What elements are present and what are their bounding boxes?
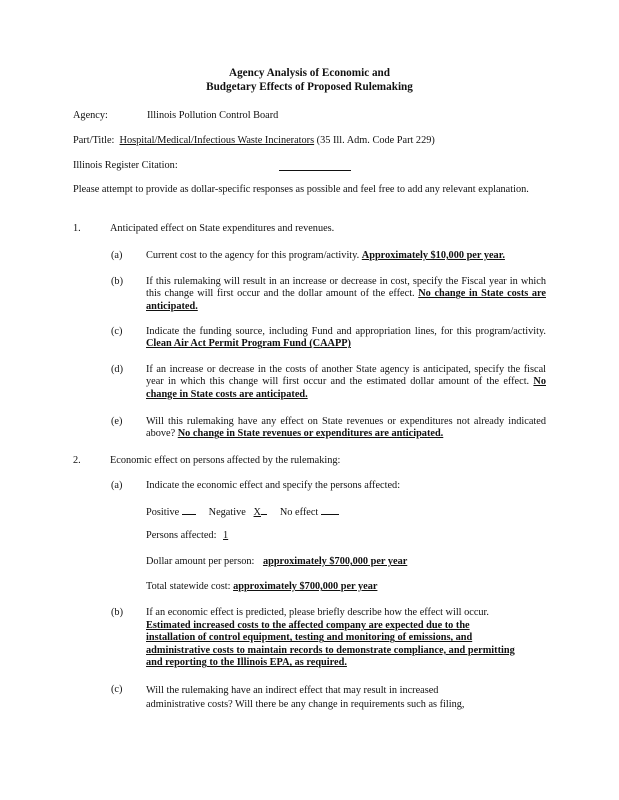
item-2b-answer-line-2: installation of control equipment, testing and monitoring of emissions, and: [146, 632, 473, 644]
item-2b-answer-line-1: Estimated increased costs to the affected company are expected due to the: [146, 620, 470, 631]
persons-affected-value: 1: [223, 530, 229, 541]
no-effect-label: No effect: [279, 507, 319, 518]
item-1e-answer: No change in State revenues or expenditures are anticipated.: [177, 428, 444, 440]
item-1c-label: (c): [111, 326, 123, 337]
item-1a-label: (a): [111, 250, 123, 261]
item-1d-text: [146, 364, 546, 401]
negative-mark: X: [253, 507, 261, 518]
item-1b-question: If this rulemaking will result in an increase or decrease in cost, specify the Fiscal year in which this change will first occur and the dollar amount of the effect.: [146, 276, 546, 300]
item-2c-label: (c): [111, 684, 123, 695]
dollar-per-person-row: [146, 556, 421, 567]
total-statewide-cost-label: Total statewide cost:: [146, 581, 231, 592]
item-2b-answer: [146, 620, 515, 670]
item-1d-question: If an increase or decrease in the costs of another State agency is anticipated, specify the fiscal year in which this change will first occur and the estimated dollar amount of the effect.: [146, 364, 546, 388]
section-2-heading: Economic effect on persons affected by the rulemaking:: [110, 455, 341, 466]
item-2c-line-2: administrative costs? Will there be any change in requirements such as filing,: [146, 698, 465, 710]
item-1d-answer: No change in State costs are anticipated.: [146, 376, 546, 400]
total-statewide-cost-value: approximately $700,000 per year: [233, 581, 378, 592]
item-1e-label: (e): [111, 416, 123, 427]
register-citation-label: Illinois Register Citation:: [73, 160, 178, 171]
negative-blank: [261, 505, 267, 515]
dollar-per-person-label: Dollar amount per person:: [146, 556, 255, 567]
persons-affected-row: [146, 530, 240, 541]
item-2b-answer-line-4: and reporting to the Illinois EPA, as required.: [146, 657, 347, 669]
item-1a-question: Current cost to the agency for this program/activity.: [146, 250, 362, 261]
item-2a-label: (a): [111, 480, 123, 491]
item-1a-text: [146, 250, 546, 262]
section-1-number: 1.: [73, 223, 81, 234]
item-1d-label: (d): [111, 364, 124, 375]
item-1b-label: (b): [111, 276, 124, 287]
effect-choice-row: [146, 505, 339, 518]
part-title-suffix: (35 Ill. Adm. Code Part 229): [314, 135, 435, 146]
item-1c-question: Indicate the funding source, including Fund and appropriation lines, for this program/activity.: [146, 326, 546, 337]
register-citation-blank: [279, 170, 351, 171]
item-1e-question: Will this rulemaking have any effect on State revenues or expenditures not already indicated above?: [146, 416, 546, 440]
positive-blank: [182, 505, 196, 515]
item-1b-text: [146, 276, 546, 313]
document-title-line-1: Agency Analysis of Economic and: [229, 67, 390, 79]
no-effect-blank: [321, 505, 339, 515]
part-title-label: Part/Title:: [73, 135, 115, 146]
section-2-number: 2.: [73, 455, 81, 466]
part-title-row: [73, 135, 435, 146]
section-1-heading: Anticipated effect on State expenditures and revenues.: [110, 223, 335, 234]
item-2b-answer-line-3: administrative costs to maintain records to demonstrate compliance, and permitting: [146, 644, 515, 656]
document-title-line-2: Budgetary Effects of Proposed Rulemaking: [206, 81, 413, 93]
item-2c-line-1: Will the rulemaking have an indirect effect that may result in increased: [146, 685, 439, 696]
item-1c-answer: Clean Air Act Permit Program Fund (CAAPP): [146, 338, 351, 350]
item-1b-answer: No change in State costs are anticipated.: [146, 288, 546, 312]
part-title-value: Hospital/Medical/Infectious Waste Incinerators: [119, 135, 315, 146]
item-2a-text: Indicate the economic effect and specify the persons affected:: [146, 480, 401, 491]
intro-paragraph: Please attempt to provide as dollar-specific responses as possible and feel free to add any relevant explanation.: [73, 184, 529, 195]
item-1a-answer: Approximately $10,000 per year.: [361, 250, 505, 261]
agency-label: Agency:: [73, 110, 108, 121]
item-2c-text: [146, 684, 465, 711]
total-statewide-cost-row: [146, 581, 391, 592]
persons-affected-label: Persons affected:: [146, 530, 217, 541]
item-1c-text: [146, 326, 546, 351]
dollar-per-person-value: approximately $700,000 per year: [262, 556, 408, 567]
agency-value: Illinois Pollution Control Board: [147, 110, 279, 121]
positive-label: Positive: [146, 507, 180, 518]
negative-label: Negative: [208, 507, 246, 518]
item-2b-text: If an economic effect is predicted, please briefly describe how the effect will occur.: [146, 607, 489, 618]
item-2b-label: (b): [111, 607, 124, 618]
item-1e-text: [146, 416, 546, 441]
